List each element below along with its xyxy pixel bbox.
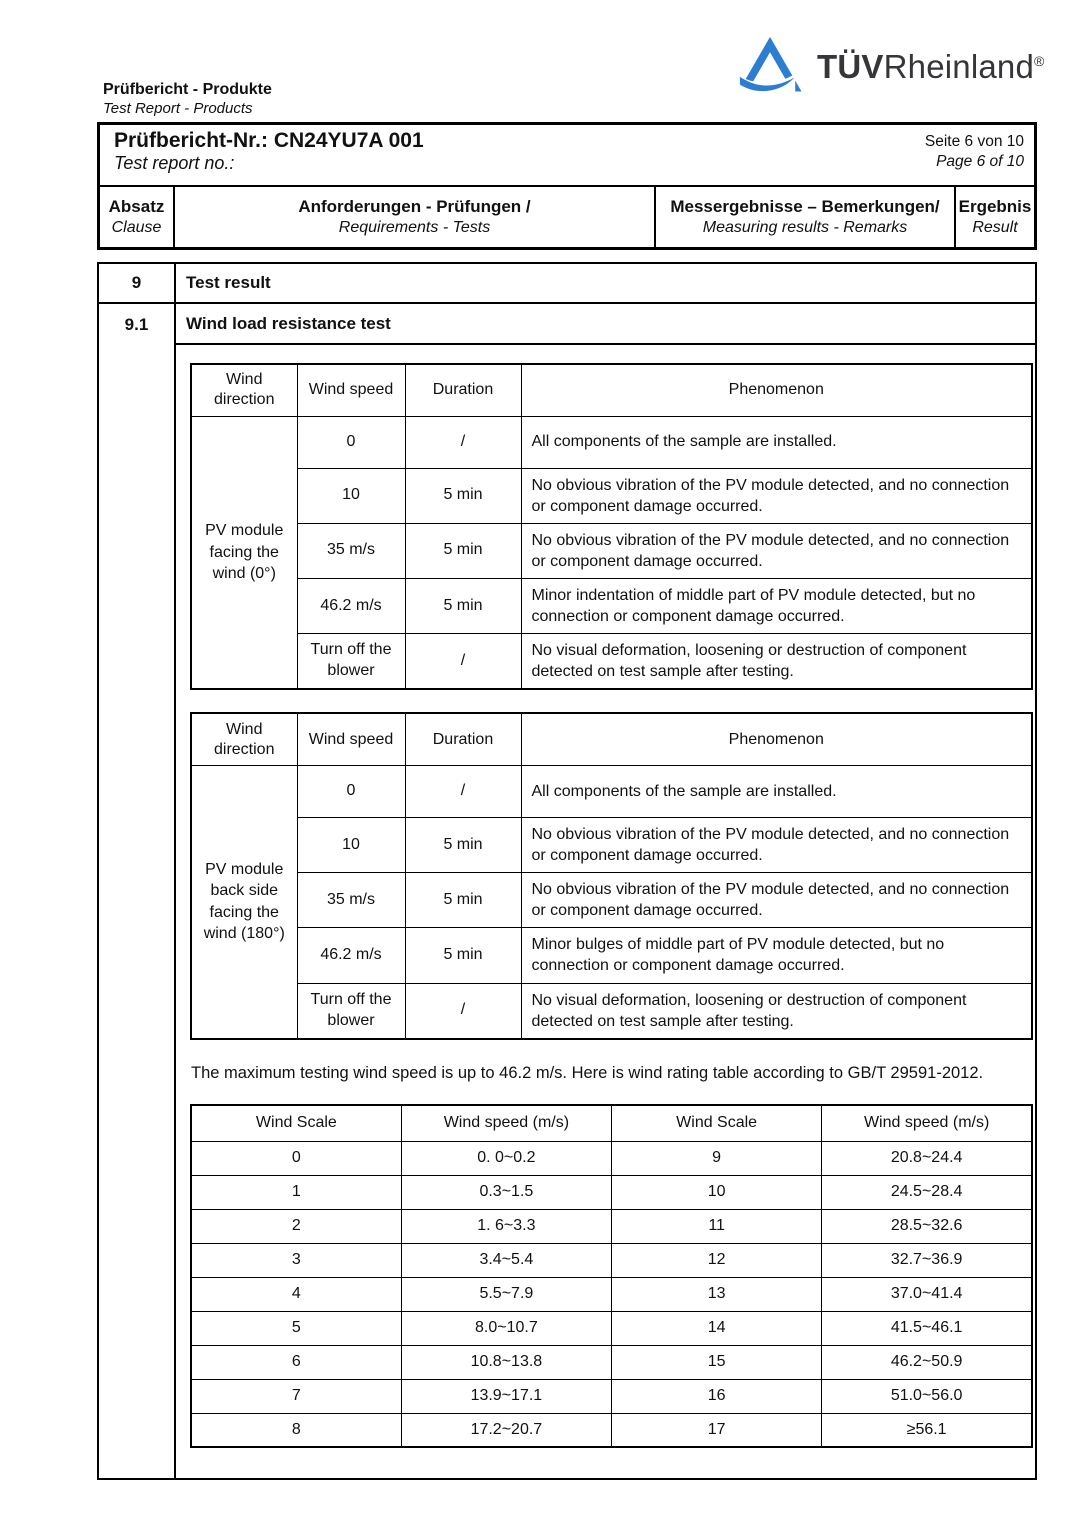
scale-cell: 7: [191, 1379, 401, 1413]
wind-speed-cell: 0: [297, 416, 405, 468]
phenomenon-cell: All components of the sample are installed.: [521, 765, 1032, 817]
wind-speed-cell: 46.2 m/s: [297, 578, 405, 633]
scale-cell: 3: [191, 1243, 401, 1277]
duration-header: Duration: [405, 713, 521, 765]
table-row: [191, 523, 1032, 578]
duration-cell: 5 min: [405, 873, 521, 928]
wind-test-table-back: [190, 712, 1033, 1039]
phenomenon-cell: No obvious vibration of the PV module detected, and no connection or component damage occurred.: [521, 523, 1032, 578]
phenomenon-cell: Minor indentation of middle part of PV module detected, but no connection or component damage occurred.: [521, 578, 1032, 633]
scale-cell: 5: [191, 1311, 401, 1345]
report-header-box: [97, 122, 1037, 250]
clause-number-9-1: 9.1: [124, 314, 149, 334]
scale-cell: 12: [612, 1243, 822, 1277]
speed-range-cell: 32.7~36.9: [822, 1243, 1032, 1277]
results-header-en: Measuring results - Remarks: [702, 218, 908, 236]
duration-header: Duration: [405, 364, 521, 416]
table-row: [191, 817, 1032, 872]
clause-number-9: 9: [99, 264, 174, 304]
report-number: [100, 125, 424, 185]
speed-range-cell: 28.5~32.6: [822, 1209, 1032, 1243]
speed-range-cell: 8.0~10.7: [401, 1311, 611, 1345]
table-row: [191, 983, 1032, 1039]
table-row: [191, 1243, 1032, 1277]
table-row: [191, 873, 1032, 928]
scale-cell: 1: [191, 1175, 401, 1209]
requirements-header-de: Anforderungen - Prüfungen /: [298, 197, 531, 217]
table-row: [191, 468, 1032, 523]
speed-range-cell: 13.9~17.1: [401, 1379, 611, 1413]
report-number-de: Prüfbericht-Nr.: CN24YU7A 001: [114, 129, 424, 152]
duration-cell: 5 min: [405, 928, 521, 983]
scale-cell: 10: [612, 1175, 822, 1209]
phenomenon-header: Phenomenon: [521, 364, 1032, 416]
wind-scale-table: [190, 1104, 1033, 1448]
table-row: [191, 1277, 1032, 1311]
results-header-de: Messergebnisse – Bemerkungen/: [670, 197, 940, 217]
speed-range-cell: 20.8~24.4: [822, 1141, 1032, 1175]
speed-range-cell: 41.5~46.1: [822, 1311, 1032, 1345]
column-header-result: [956, 187, 1034, 247]
wind-direction-cell: PV module facing the wind (0°): [191, 416, 297, 689]
table-header-row: [191, 713, 1032, 765]
scale-cell: 15: [612, 1345, 822, 1379]
column-header-row: [100, 187, 1034, 247]
document-type-label: [103, 81, 272, 117]
result-header-en: Result: [972, 218, 1018, 236]
wind-speed-cell: Turn off the blower: [297, 983, 405, 1039]
speed-range-cell: 24.5~28.4: [822, 1175, 1032, 1209]
wind-direction-cell: PV module back side facing the wind (180°): [191, 765, 297, 1038]
wind-speed-cell: 46.2 m/s: [297, 928, 405, 983]
wind-speed-cell: 0: [297, 765, 405, 817]
max-wind-speed-note: The maximum testing wind speed is up to 46.2 m/s. Here is wind rating table according to GB/T 29591-2012.: [191, 1063, 984, 1082]
duration-cell: 5 min: [405, 578, 521, 633]
duration-cell: 5 min: [405, 468, 521, 523]
scale-cell: 4: [191, 1277, 401, 1311]
section-title-9: Test result: [176, 264, 1035, 304]
phenomenon-header: Phenomenon: [521, 713, 1032, 765]
phenomenon-cell: No obvious vibration of the PV module detected, and no connection or component damage occurred.: [521, 873, 1032, 928]
scale-cell: 6: [191, 1345, 401, 1379]
wind-speed-cell: 10: [297, 817, 405, 872]
page-indicator-de: Seite 6 von 10: [924, 133, 1024, 150]
table-row: [191, 1209, 1032, 1243]
test-result-section: [97, 262, 1037, 1480]
column-header-requirements: [175, 187, 656, 247]
duration-cell: /: [405, 416, 521, 468]
table-row: [191, 928, 1032, 983]
column-header-results: [656, 187, 956, 247]
wind-scale-header: Wind Scale: [191, 1105, 401, 1141]
wind-direction-header: Wind direction: [191, 364, 297, 416]
wind-speed-cell: 35 m/s: [297, 523, 405, 578]
content-column: [176, 264, 1035, 1478]
clause-header-en: Clause: [111, 218, 162, 236]
wind-speed-cell: 35 m/s: [297, 873, 405, 928]
wind-scale-header: Wind Scale: [612, 1105, 822, 1141]
scale-cell: 2: [191, 1209, 401, 1243]
page-indicator-en: Page 6 of 10: [936, 152, 1024, 170]
table-row: [191, 416, 1032, 468]
wind-test-table-front: [190, 363, 1033, 690]
duration-cell: 5 min: [405, 523, 521, 578]
scale-cell: 9: [612, 1141, 822, 1175]
registered-trademark-icon: ®: [1034, 53, 1045, 69]
phenomenon-cell: No obvious vibration of the PV module detected, and no connection or component damage occurred.: [521, 468, 1032, 523]
table-row: [191, 1141, 1032, 1175]
table-row: [191, 634, 1032, 690]
requirements-header-en: Requirements - Tests: [338, 218, 491, 236]
duration-cell: /: [405, 765, 521, 817]
section-content: [176, 345, 1035, 1478]
scale-cell: 11: [612, 1209, 822, 1243]
speed-range-cell: 17.2~20.7: [401, 1413, 611, 1447]
scale-cell: 13: [612, 1277, 822, 1311]
speed-range-cell: 0.3~1.5: [401, 1175, 611, 1209]
duration-cell: /: [405, 634, 521, 690]
wind-speed-header: Wind speed (m/s): [822, 1105, 1032, 1141]
table-row: [191, 1345, 1032, 1379]
result-header-de: Ergebnis: [958, 197, 1032, 217]
speed-range-cell: 3.4~5.4: [401, 1243, 611, 1277]
logo-tuv-text: TÜV: [817, 48, 884, 85]
speed-range-cell: 51.0~56.0: [822, 1379, 1032, 1413]
speed-range-cell: ≥56.1: [822, 1413, 1032, 1447]
wind-speed-cell: Turn off the blower: [297, 634, 405, 690]
section-title-9-1: Wind load resistance test: [176, 304, 1035, 345]
scale-cell: 0: [191, 1141, 401, 1175]
report-number-en: Test report no.:: [114, 153, 235, 173]
table-row: [191, 1175, 1032, 1209]
phenomenon-cell: All components of the sample are installed.: [521, 416, 1032, 468]
table-row: [191, 765, 1032, 817]
scale-cell: 8: [191, 1413, 401, 1447]
speed-range-cell: 0. 0~0.2: [401, 1141, 611, 1175]
speed-range-cell: 1. 6~3.3: [401, 1209, 611, 1243]
scale-cell: 14: [612, 1311, 822, 1345]
table-row: [191, 578, 1032, 633]
speed-range-cell: 5.5~7.9: [401, 1277, 611, 1311]
wind-speed-header: Wind speed: [297, 713, 405, 765]
table-row: [191, 1379, 1032, 1413]
speed-range-cell: 10.8~13.8: [401, 1345, 611, 1379]
table-row: [191, 1413, 1032, 1447]
tuv-rheinland-wordmark: [817, 48, 1045, 86]
duration-cell: /: [405, 983, 521, 1039]
phenomenon-cell: No visual deformation, loosening or destruction of component detected on test sample after testing.: [521, 634, 1032, 690]
clause-column: [99, 264, 176, 1478]
wind-speed-header: Wind speed (m/s): [401, 1105, 611, 1141]
clause-header-de: Absatz: [108, 197, 165, 217]
duration-cell: 5 min: [405, 817, 521, 872]
tuv-rheinland-logo: [735, 34, 1045, 100]
scale-cell: 17: [612, 1413, 822, 1447]
table-header-row: [191, 364, 1032, 416]
speed-range-cell: 37.0~41.4: [822, 1277, 1032, 1311]
phenomenon-cell: Minor bulges of middle part of PV module detected, but no connection or component damage occurred.: [521, 928, 1032, 983]
table-header-row: [191, 1105, 1032, 1141]
wind-speed-header: Wind speed: [297, 364, 405, 416]
table-row: [191, 1311, 1032, 1345]
speed-range-cell: 46.2~50.9: [822, 1345, 1032, 1379]
page-indicator: [925, 125, 1034, 185]
column-header-clause: [100, 187, 175, 247]
document-type-de: Prüfbericht - Produkte: [103, 81, 272, 98]
phenomenon-cell: No visual deformation, loosening or destruction of component detected on test sample after testing.: [521, 983, 1032, 1039]
document-type-en: Test Report - Products: [103, 100, 253, 117]
wind-direction-header: Wind direction: [191, 713, 297, 765]
report-number-row: [100, 125, 1034, 187]
phenomenon-cell: No obvious vibration of the PV module detected, and no connection or component damage occurred.: [521, 817, 1032, 872]
wind-speed-cell: 10: [297, 468, 405, 523]
logo-rheinland-text: Rheinland: [883, 48, 1035, 85]
scale-cell: 16: [612, 1379, 822, 1413]
tuv-triangle-icon: [735, 34, 805, 100]
